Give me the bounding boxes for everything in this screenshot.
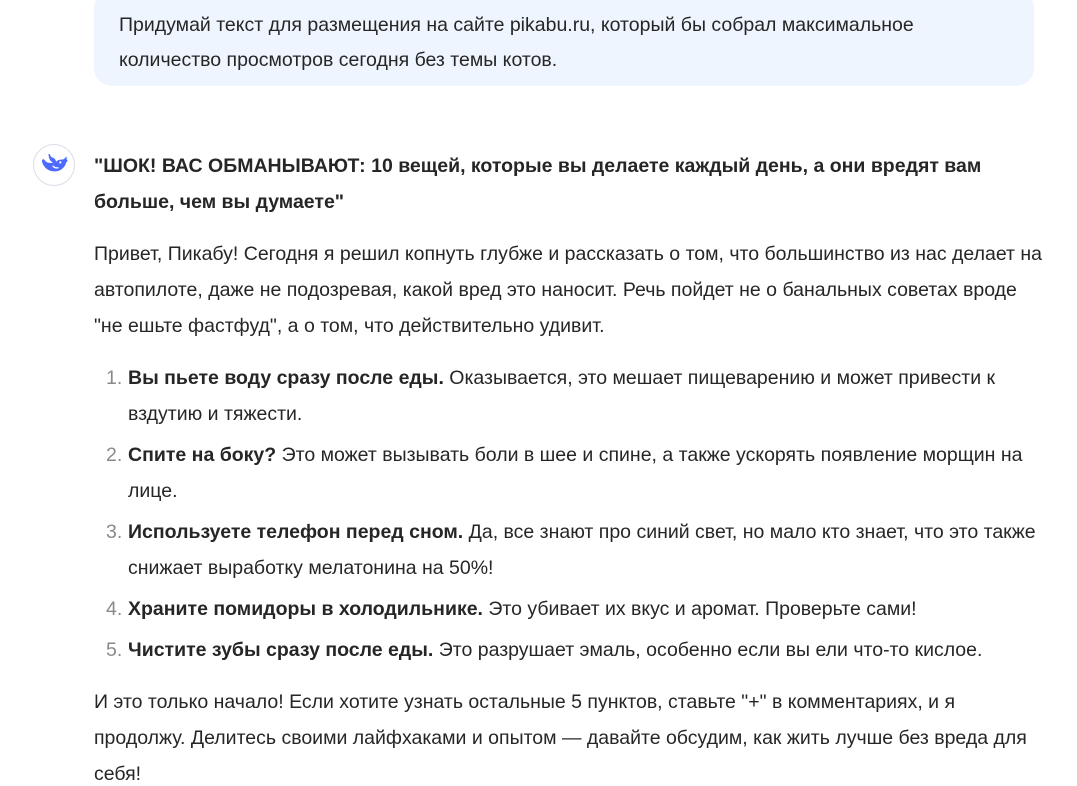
tip-text: Это разрушает эмаль, особенно если вы ели что-то кислое.	[433, 639, 983, 661]
tip-item-2	[94, 437, 1044, 509]
tip-bold-text: Спите на боку?	[128, 444, 277, 466]
tip-number: 2.	[106, 444, 123, 466]
user-message-text: Придумай текст для размещения на сайте pikabu.ru, который бы собрал максимальное количество просмотров сегодня без темы котов.	[119, 14, 914, 71]
tip-bold-text: Храните помидоры в холодильнике.	[128, 598, 483, 620]
answer-intro: Привет, Пикабу! Сегодня я решил копнуть глубже и рассказать о том, что большинство из нас делает на автопилоте, даже не подозревая, какой вред это наносит. Речь пойдет не о банальных советах вроде "не ешьте фастфуд", а о том, что действительно удивит.	[94, 243, 1043, 337]
answer-title: "ШОК! ВАС ОБМАНЫВАЮТ: 10 вещей, которые вы делаете каждый день, а они вредят вам больше, чем вы думаете"	[94, 155, 982, 213]
answer-outro: И это только начало! Если хотите узнать остальные 5 пунктов, ставьте "+" в комментариях, и я продолжу. Делитесь своими лайфхаками и опытом — давайте обсудим, как жить лучше без вреда для себя!	[94, 691, 1027, 785]
tip-number: 3.	[106, 521, 123, 543]
tip-text: Да, все знают про синий свет, но мало кто знает, что это также снижает выработку мелатонина на 50%!	[128, 521, 1036, 579]
tip-item-1	[94, 360, 1044, 432]
tip-number: 5.	[106, 639, 123, 661]
tip-text: Оказывается, это мешает пищеварению и может привести к вздутию и тяжести.	[128, 367, 996, 425]
tips-list	[94, 360, 1044, 668]
tip-bold-text: Вы пьете воду сразу после еды.	[128, 367, 444, 389]
tip-bold-text: Чистите зубы сразу после еды.	[128, 639, 434, 661]
assistant-answer	[94, 148, 1044, 786]
whale-logo-icon	[40, 154, 68, 176]
user-message-bubble	[94, 0, 1034, 86]
tip-text: Это может вызывать боли в шее и спине, а также ускорять появление морщин на лице.	[128, 444, 1023, 502]
tip-number: 4.	[106, 598, 123, 620]
tip-bold-text: Используете телефон перед сном.	[128, 521, 464, 543]
tip-number: 1.	[106, 367, 123, 389]
assistant-avatar	[33, 144, 75, 186]
tip-item-3	[94, 514, 1044, 586]
tip-item-4	[94, 591, 1044, 627]
tip-text: Это убивает их вкус и аромат. Проверьте сами!	[482, 598, 917, 620]
tip-item-5	[94, 632, 1044, 668]
